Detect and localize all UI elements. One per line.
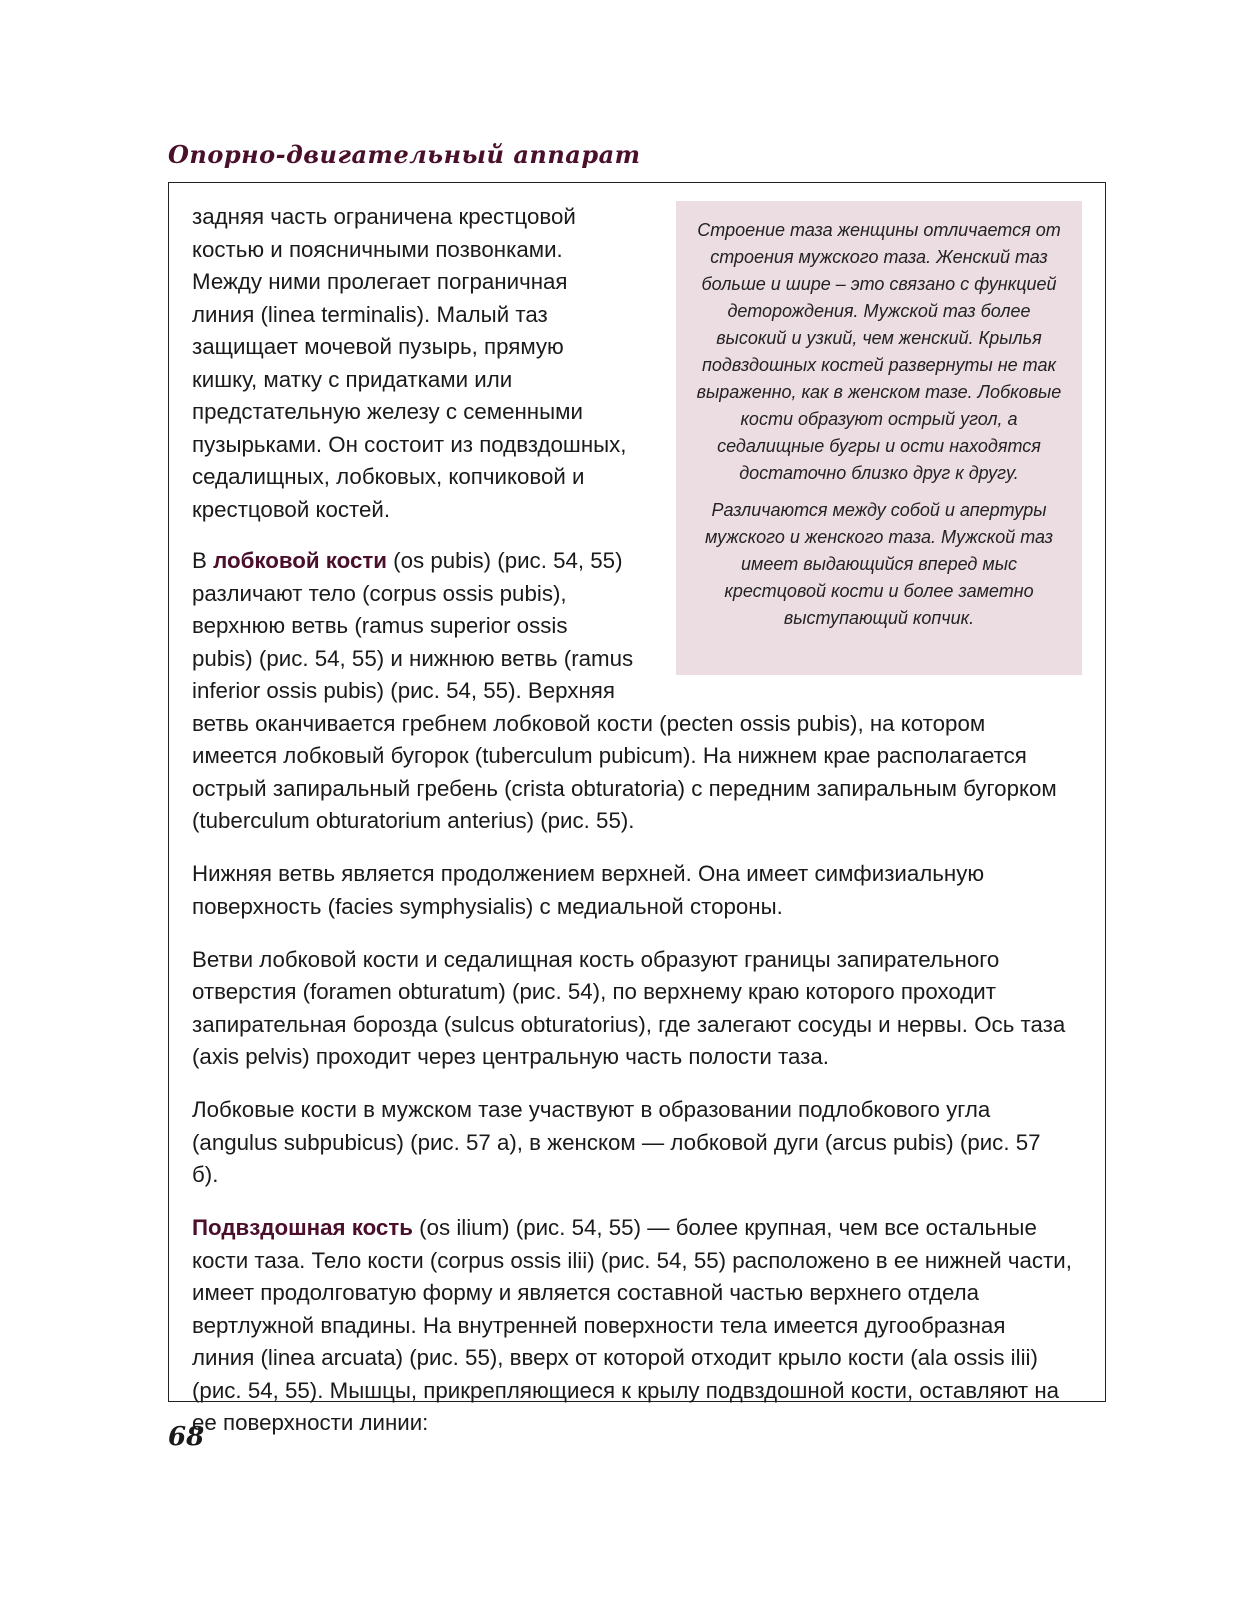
paragraph-1: задняя часть ограничена крестцовой костью и поясничными позвонками. Между ними пролегает пограничная линия (linea terminalis). Малый таз защищает мочевой пузырь, прямую кишку, матку с придатками или предстательную железу с семенными пузырьками. Он состоит из подвздошных, седалищных, лобковых, копчиковой и крестцовой костей.: [192, 204, 627, 522]
paragraph-2-text: (os pubis) (рис. 54, 55) различают тело (corpus ossis pubis), верхнюю ветвь (ramus superior ossis pubis) (рис. 54, 55) и нижнюю ветвь (ramus inferior ossis pubis) (рис. 54, 55). Верхняя ветвь оканчивается гребнем лобковой кости (pecten ossis pubis), на котором имеется лобковый бугорок (tuberculum pubicum). На нижнем крае располагается острый запиральный гребень (crista obturatoria) с передним запиральным бугорком (tuberculum obturatorium anterius) (рис. 55).: [192, 548, 1057, 833]
running-header: Опорно-двигательный аппарат: [168, 140, 641, 169]
paragraph-6: [192, 1212, 1072, 1440]
paragraph-5: Лобковые кости в мужском тазе участвуют в образовании подлобкового угла (angulus subpubicus) (рис. 57 а), в женском — лобковой дуги (arcus pubis) (рис. 57 б).: [192, 1097, 1041, 1187]
term-pubic-bone: лобковой кости: [213, 548, 387, 573]
sidebar-paragraph-2: Различаются между собой и апертуры мужского и женского таза. Мужской таз имеет выдающийся вперед мыс крестцовой кости и более заметно выступающий копчик.: [704, 500, 1054, 628]
page-number: 68: [168, 1422, 205, 1452]
term-ilium: Подвздошная кость: [192, 1215, 413, 1240]
sidebar-paragraph-1: Строение таза женщины отличается от строения мужского таза. Женский таз больше и шире – это связано с функцией деторождения. Мужской таз более высокий и узкий, чем женский. Крылья подвздошных костей развернуты не так выраженно, как в женском тазе. Лобковые кости образуют острый угол, а седалищные бугры и ости находятся достаточно близко друг к другу.: [696, 220, 1062, 483]
paragraph-6-text: (os ilium) (рис. 54, 55) — более крупная, чем все остальные кости таза. Тело кости (corpus ossis ilii) (рис. 54, 55) расположено в ее нижней части, имеет продолговатую форму и является составной частью верхнего отдела вертлужной впадины. На внутренней поверхности тела имеется дугообразная линия (linea arcuata) (рис. 55), вверх от которой отходит крыло кости (ala ossis ilii) (рис. 54, 55). Мышцы, прикрепляющиеся к крылу подвздошной кости, оставляют на ее поверхности линии:: [192, 1215, 1072, 1435]
paragraph-3: Нижняя ветвь является продолжением верхней. Она имеет симфизиальную поверхность (facies symphysialis) с медиальной стороны.: [192, 861, 985, 919]
paragraph-2-prefix: В: [192, 548, 214, 573]
paragraph-4: Ветви лобковой кости и седалищная кость образуют границы запирательного отверстия (foramen obturatum) (рис. 54), по верхнему краю которого проходит запирательная борозда (sulcus obturatorius), где залегают сосуды и нервы. Ось таза (axis pelvis) проходит через центральную часть полости таза.: [192, 946, 1066, 1069]
main-text: [192, 201, 1072, 1460]
sidebar-spacer: [634, 201, 1072, 689]
